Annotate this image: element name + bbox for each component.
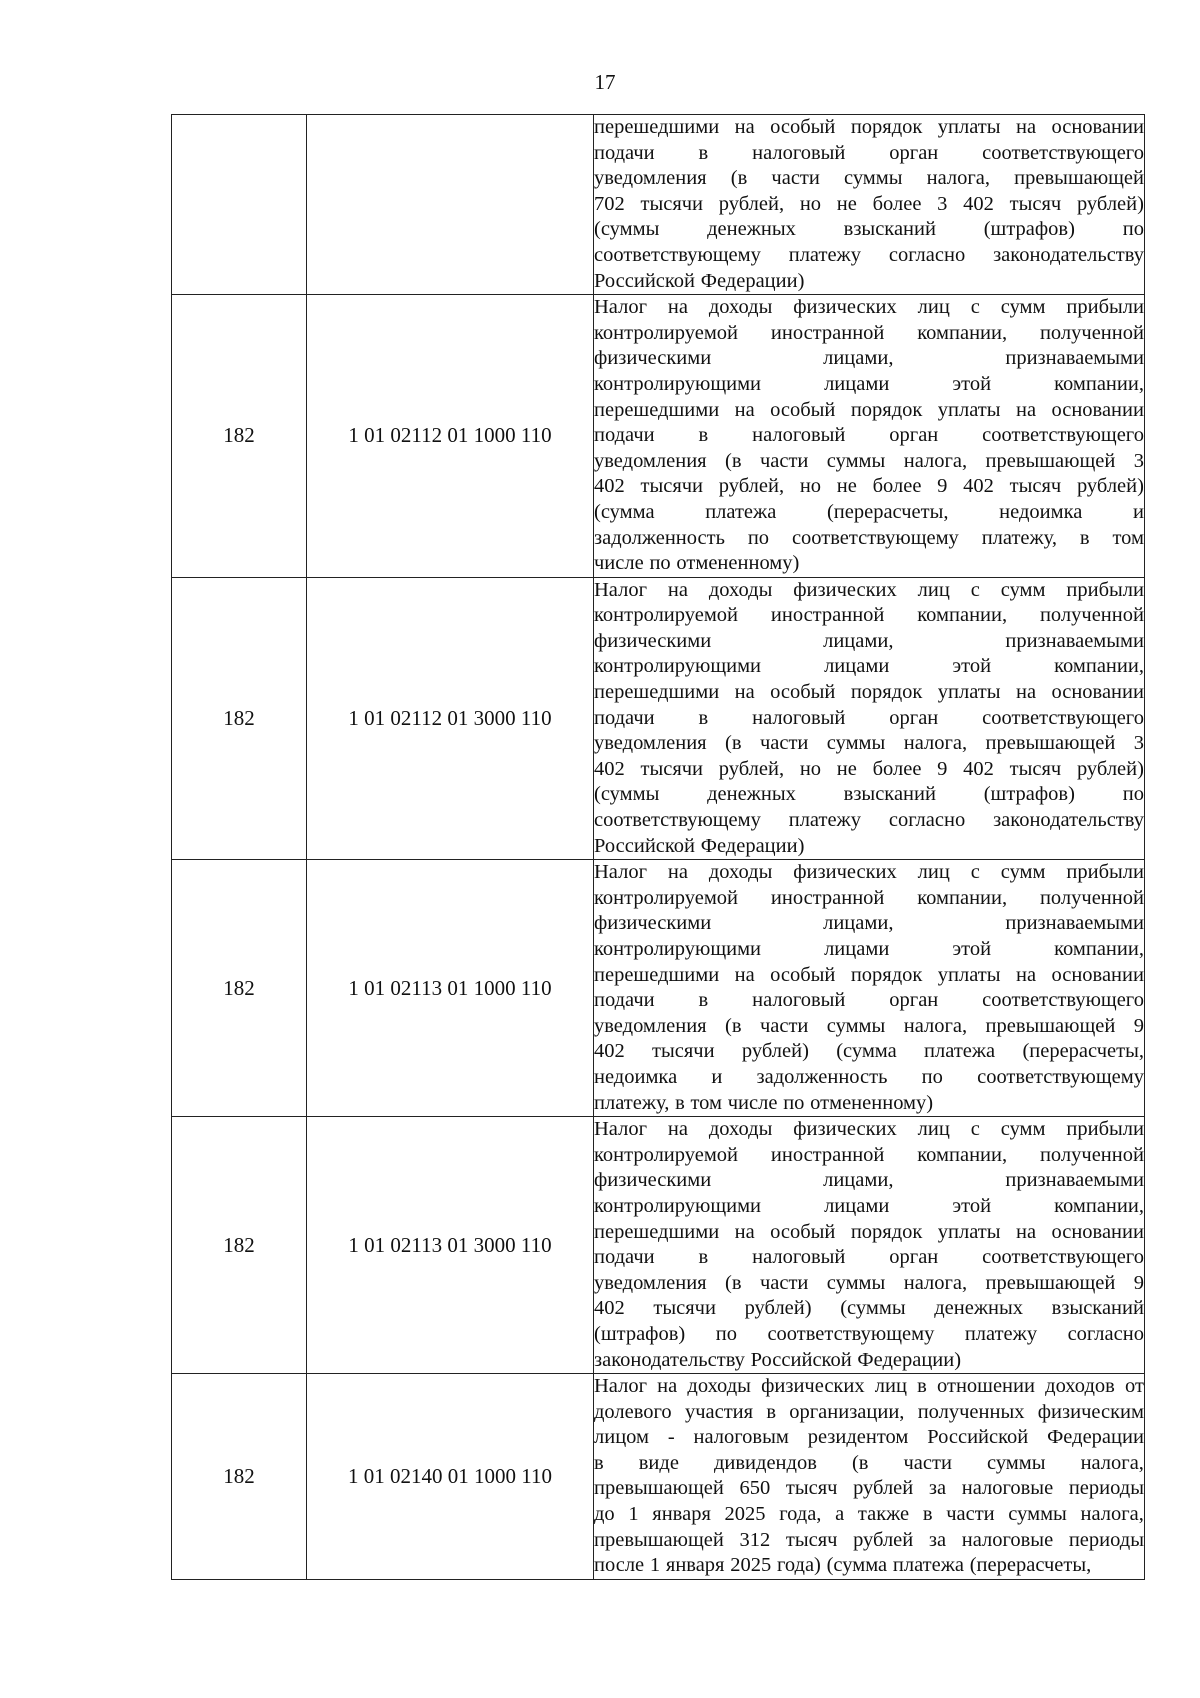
description-line: уведомления (в части суммы налога, превышающей 9 — [594, 1014, 1144, 1037]
description-line: (суммы денежных взысканий (штрафов) по — [594, 783, 1144, 806]
table-row — [172, 577, 1145, 860]
description-line: Российской Федерации) — [594, 269, 805, 292]
description-line: (штрафов) по соответствующему платежу согласно — [594, 1322, 1144, 1345]
description-line: Налог на доходы физических лиц в отношении доходов от — [594, 1375, 1144, 1398]
admin-code-cell — [172, 115, 307, 295]
description-line: соответствующему платежу согласно законодательству — [594, 243, 1144, 266]
description-line: задолженность по соответствующему платежу, в том — [594, 526, 1144, 549]
description-line: Налог на доходы физических лиц с сумм прибыли — [594, 578, 1144, 601]
description-line: 402 тысячи рублей, но не более 9 402 тысяч рублей) — [594, 757, 1144, 780]
description-line: контролирующими лицами этой компании, — [594, 1194, 1144, 1217]
table-row — [172, 860, 1145, 1117]
description-line: контролируемой иностранной компании, полученной — [594, 1143, 1144, 1166]
description-line: числе по отмененному) — [594, 552, 800, 575]
budget-code-table — [171, 114, 1145, 1580]
description-line: превышающей 312 тысяч рублей за налоговые периоды — [594, 1528, 1144, 1551]
description-line: платежу, в том числе по отмененному) — [594, 1091, 934, 1114]
description-line: 702 тысячи рублей, но не более 3 402 тысяч рублей) — [594, 192, 1144, 215]
admin-code-cell: 182 — [172, 295, 307, 578]
description-line: Налог на доходы физических лиц с сумм прибыли — [594, 1118, 1144, 1141]
description-cell — [594, 295, 1145, 578]
description-line: перешедшими на особый порядок уплаты на основании — [594, 681, 1144, 704]
description-line: контролирующими лицами этой компании, — [594, 655, 1144, 678]
description-line: физическими лицами, признаваемыми — [594, 347, 1144, 370]
description-line: Российской Федерации) — [594, 834, 805, 857]
budget-code-cell: 1 01 02112 01 1000 110 — [307, 295, 594, 578]
admin-code-cell: 182 — [172, 1117, 307, 1374]
description-line: долевого участия в организации, полученных физическим — [594, 1400, 1144, 1423]
description-line: контролируемой иностранной компании, полученной — [594, 886, 1144, 909]
description-line: подачи в налоговый орган соответствующего — [594, 706, 1144, 729]
budget-code-cell — [307, 115, 594, 295]
description-line: Налог на доходы физических лиц с сумм прибыли — [594, 861, 1144, 884]
description-line: подачи в налоговый орган соответствующего — [594, 141, 1144, 164]
description-line: контролирующими лицами этой компании, — [594, 938, 1144, 960]
budget-code-cell: 1 01 02113 01 3000 110 — [307, 1117, 594, 1374]
description-line: физическими лицами, признаваемыми — [594, 629, 1144, 652]
admin-code-cell: 182 — [172, 577, 307, 860]
admin-code-cell: 182 — [172, 1374, 307, 1580]
description-line: 402 тысячи рублей) (сумма платежа (перерасчеты, — [594, 1040, 1144, 1063]
description-line: перешедшими на особый порядок уплаты на основании — [594, 963, 1144, 986]
description-line: уведомления (в части суммы налога, превышающей 9 — [594, 1271, 1144, 1294]
description-line: перешедшими на особый порядок уплаты на основании — [594, 1220, 1144, 1243]
description-line: (суммы денежных взысканий (штрафов) по — [594, 218, 1144, 241]
description-cell — [594, 1117, 1145, 1374]
description-line: физическими лицами, признаваемыми — [594, 912, 1144, 935]
description-line: превышающей 650 тысяч рублей за налоговые периоды — [594, 1477, 1144, 1500]
admin-code-cell: 182 — [172, 860, 307, 1117]
description-cell — [594, 577, 1145, 860]
description-cell — [594, 860, 1145, 1117]
description-line: уведомления (в части суммы налога, превышающей — [594, 167, 1144, 190]
description-line: контролирующими лицами этой компании, — [594, 372, 1144, 395]
description-line: (сумма платежа (перерасчеты, недоимка и — [594, 500, 1144, 523]
description-line: 402 тысячи рублей, но не более 9 402 тысяч рублей) — [594, 475, 1144, 498]
description-cell — [594, 1374, 1145, 1580]
description-line: уведомления (в части суммы налога, превышающей 3 — [594, 732, 1144, 755]
description-line: перешедшими на особый порядок уплаты на основании — [594, 398, 1144, 421]
table-row — [172, 295, 1145, 578]
description-line: законодательству Российской Федерации) — [594, 1348, 962, 1371]
description-line: перешедшими на особый порядок уплаты на основании — [594, 116, 1144, 138]
description-line: в виде дивидендов (в части суммы налога, — [594, 1451, 1144, 1474]
description-line: уведомления (в части суммы налога, превышающей 3 — [594, 449, 1144, 472]
description-line: контролируемой иностранной компании, полученной — [594, 604, 1144, 627]
description-line: подачи в налоговый орган соответствующего — [594, 989, 1144, 1012]
description-line: до 1 января 2025 года, а также в части суммы налога, — [594, 1503, 1144, 1526]
budget-code-cell: 1 01 02112 01 3000 110 — [307, 577, 594, 860]
description-line: после 1 января 2025 года) (сумма платежа (перерасчеты, — [594, 1554, 1092, 1577]
table-row — [172, 115, 1145, 295]
description-line: физическими лицами, признаваемыми — [594, 1169, 1144, 1192]
budget-code-cell: 1 01 02113 01 1000 110 — [307, 860, 594, 1117]
description-line: подачи в налоговый орган соответствующего — [594, 1246, 1144, 1269]
description-line: 402 тысячи рублей) (суммы денежных взысканий — [594, 1297, 1144, 1320]
description-line: лицом - налоговым резидентом Российской Федерации — [594, 1426, 1144, 1449]
description-line: подачи в налоговый орган соответствующего — [594, 424, 1144, 447]
description-line: контролируемой иностранной компании, полученной — [594, 321, 1144, 344]
table-row — [172, 1374, 1145, 1580]
description-line: соответствующему платежу согласно законодательству — [594, 809, 1144, 832]
description-cell — [594, 115, 1145, 295]
budget-code-cell: 1 01 02140 01 1000 110 — [307, 1374, 594, 1580]
page-number: 17 — [594, 70, 616, 94]
table-row — [172, 1117, 1145, 1374]
description-line: Налог на доходы физических лиц с сумм прибыли — [594, 296, 1144, 319]
description-line: недоимка и задолженность по соответствующему — [594, 1065, 1144, 1088]
